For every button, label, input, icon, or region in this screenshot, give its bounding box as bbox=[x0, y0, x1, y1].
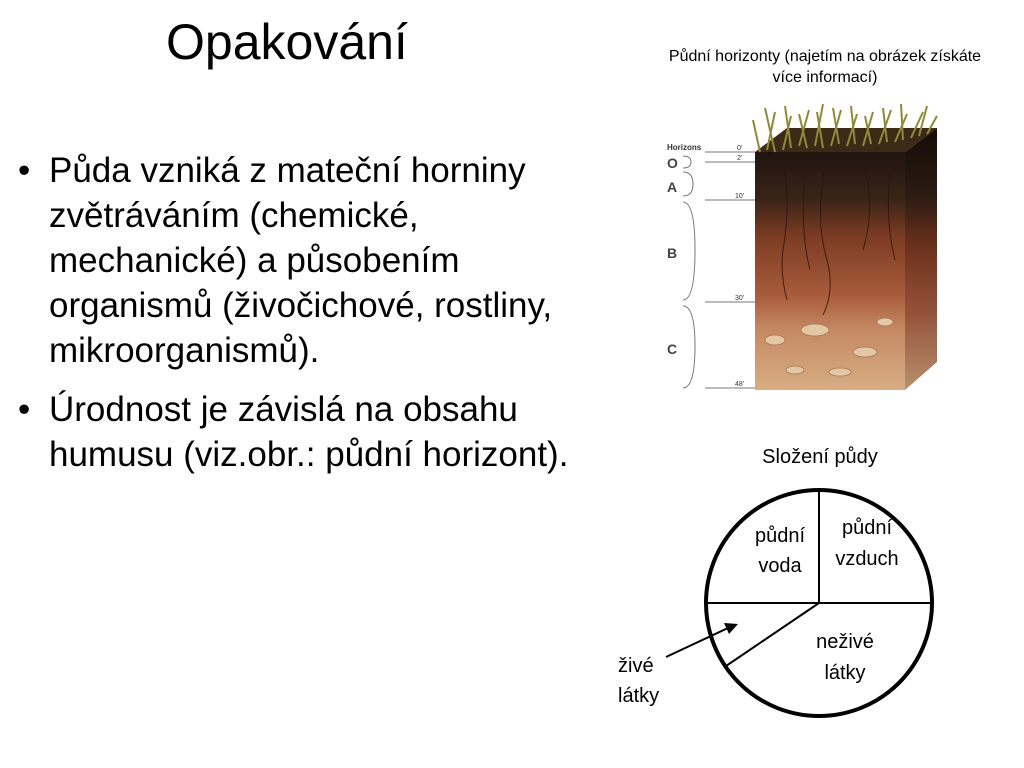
horizon-label-o: O bbox=[667, 155, 678, 171]
soil-composition-diagram bbox=[600, 472, 940, 732]
soil-block-side bbox=[905, 128, 937, 390]
soil-horizons-image[interactable] bbox=[665, 100, 945, 400]
depth-label: 10' bbox=[735, 193, 745, 200]
bullet-mark: • bbox=[18, 151, 31, 190]
soil-block-top bbox=[755, 128, 937, 152]
soil-composition-title: Složení půdy bbox=[762, 446, 878, 468]
horizon-legend bbox=[667, 143, 755, 388]
depth-label: 2' bbox=[737, 155, 743, 162]
depth-label: 30' bbox=[735, 295, 745, 302]
segment-air-line1: půdní bbox=[841, 517, 893, 539]
segment-living-line1: živé bbox=[618, 655, 654, 677]
soil-block-front bbox=[755, 152, 905, 390]
divider-living bbox=[726, 603, 819, 666]
horizon-label-a: A bbox=[667, 179, 678, 195]
depth-label: 48' bbox=[735, 381, 745, 388]
bullet-text: Úrodnost je závislá na obsahu humusu (viz.obr.: půdní horizont). bbox=[49, 390, 569, 474]
soil-figure-caption: Půdní horizonty (najetím na obrázek získáte více informací) bbox=[668, 48, 982, 86]
bullet-item bbox=[12, 387, 602, 477]
segment-inorganic-line1: neživé bbox=[816, 631, 874, 653]
bullet-item bbox=[12, 148, 602, 373]
slide-title: Opakování bbox=[166, 14, 408, 70]
bullet-text: Půda vzniká z mateční horniny zvětráváním (chemické, mechanické) a působením organismů (živočichové, rostliny, mikroorganismů). bbox=[49, 151, 553, 370]
bullet-list bbox=[12, 148, 602, 491]
segment-inorganic-line2: látky bbox=[824, 662, 866, 684]
segment-living-line2: látky bbox=[618, 685, 660, 707]
horizon-label-c: C bbox=[667, 341, 678, 357]
bullet-mark: • bbox=[18, 390, 31, 429]
horizon-label-b: B bbox=[667, 245, 678, 261]
segment-water-line2: voda bbox=[758, 555, 802, 577]
segment-water-line1: půdní bbox=[754, 525, 806, 547]
horizon-legend-title: Horizons bbox=[667, 143, 702, 152]
depth-label: 0' bbox=[737, 145, 743, 152]
segment-air-line2: vzduch bbox=[835, 548, 899, 570]
